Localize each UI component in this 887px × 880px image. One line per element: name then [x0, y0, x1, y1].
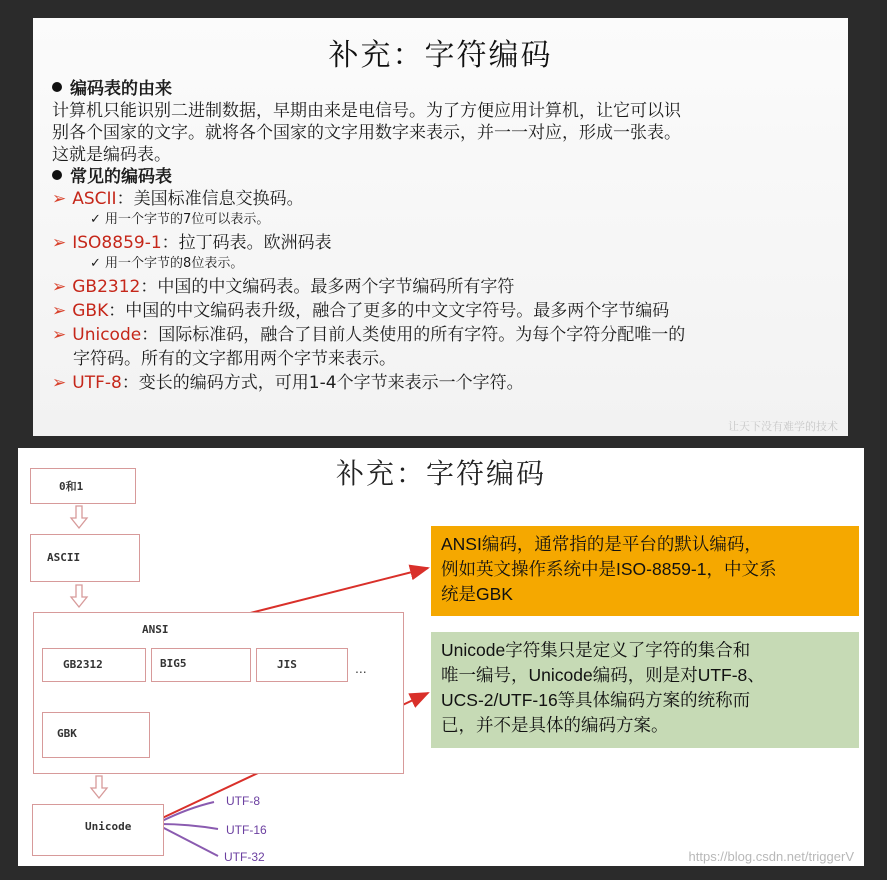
encoding-term: GB2312 [72, 277, 141, 297]
utf32-label: UTF-32 [224, 850, 265, 864]
arrow-bullet-icon: ➢ [52, 373, 67, 393]
note-unicode-line: 唯一编号，Unicode编码，则是对UTF-8、 [441, 665, 765, 685]
node-gb2312 [42, 648, 146, 682]
arrow-bullet-icon: ➢ [52, 325, 67, 345]
arrow-bullet-icon: ➢ [52, 277, 67, 297]
node-zero-one-label: 0和1 [59, 480, 84, 493]
node-zero-one [30, 468, 136, 504]
encoding-desc: ：美国标准信息交换码。 [116, 189, 304, 209]
node-unicode-label: Unicode [85, 820, 132, 833]
section-heading-origin-text: 编码表的由来 [70, 79, 172, 99]
arrow-bullet-icon: ➢ [52, 189, 67, 209]
node-gbk-label: GBK [57, 727, 77, 740]
bullet-dot-icon [52, 82, 62, 92]
note-ansi-line: 例如英文操作系统中是ISO-8859-1，中文系 [441, 559, 777, 579]
watermark-url: https://blog.csdn.net/triggerV [688, 849, 854, 864]
encoding-item-unicode [52, 320, 685, 345]
arrow-bullet-icon: ➢ [52, 301, 67, 321]
node-ascii [30, 534, 140, 582]
note-ansi [431, 526, 859, 616]
encoding-item-gb2312 [52, 272, 514, 297]
encoding-item-gbk [52, 296, 669, 321]
node-ansi-label: ANSI [142, 623, 169, 636]
encoding-subtext: 用一个字节的8位表示。 [105, 256, 244, 271]
encoding-term: GBK [72, 301, 109, 321]
node-gbk [42, 712, 150, 758]
encoding-desc: ：中国的中文编码表升级，融合了更多的中文文字符号。最多两个字节编码 [108, 301, 670, 321]
check-icon: ✓ [90, 212, 101, 227]
utf16-label: UTF-16 [226, 823, 267, 837]
encoding-term: ASCII [72, 189, 117, 209]
node-ellipsis: ... [355, 660, 367, 676]
utf8-branch [160, 802, 214, 822]
slide2-title: 补充：字符编码 [335, 457, 546, 490]
origin-line-3: 这就是编码表。 [52, 145, 171, 165]
encoding-term: UTF-8 [72, 373, 122, 393]
down-arrow-icon [91, 776, 107, 798]
node-unicode [32, 804, 164, 856]
origin-line-2: 别各个国家的文字。就将各个国家的文字用数字来表示，并一一对应，形成一张表。 [52, 123, 681, 143]
encoding-subtext: 用一个字节的7位可以表示。 [105, 212, 270, 227]
note-unicode [431, 632, 859, 748]
node-jis-label: JIS [277, 658, 297, 671]
check-icon: ✓ [90, 256, 101, 271]
node-jis [256, 648, 348, 682]
encoding-desc: ：变长的编码方式，可用1-4个字节来表示一个字符。 [121, 373, 524, 393]
encoding-desc: ：中国的中文编码表。最多两个字节编码所有字符 [140, 277, 515, 297]
watermark-text: 让天下没有难学的技术 [728, 420, 838, 433]
down-arrow-icon [71, 585, 87, 607]
slide1-title: 补充：字符编码 [328, 38, 553, 73]
node-gb2312-label: GB2312 [63, 658, 103, 671]
arrow-bullet-icon: ➢ [52, 233, 67, 253]
encoding-term: ISO8859-1 [72, 233, 162, 253]
origin-line-1: 计算机只能识别二进制数据，早期由来是电信号。为了方便应用计算机，让它可以识 [52, 101, 681, 121]
note-ansi-line: 统是GBK [441, 584, 513, 604]
encoding-item-iso8859 [52, 228, 332, 253]
utf16-branch [160, 824, 218, 829]
encoding-subitem-ascii [90, 208, 269, 227]
note-unicode-line: 已，并不是具体的编码方案。 [441, 715, 669, 735]
slide-encoding-diagram [18, 448, 864, 866]
bullet-dot-icon [52, 170, 62, 180]
encoding-subitem-iso8859 [90, 252, 243, 271]
utf32-branch [160, 826, 218, 856]
encoding-item-ascii [52, 184, 304, 209]
down-arrow-icon [71, 506, 87, 528]
node-big5 [151, 648, 251, 682]
note-unicode-line: UCS-2/UTF-16等具体编码方案的统称而 [441, 690, 751, 710]
encoding-desc: ：拉丁码表。欧洲码表 [161, 233, 332, 253]
slide-encoding-text [33, 18, 848, 436]
note-unicode-line: Unicode字符集只是定义了字符的集合和 [441, 640, 751, 660]
section-heading-common-text: 常见的编码表 [70, 167, 172, 187]
encoding-item-unicode-cont: 字符码。所有的文字都用两个字节来表示。 [73, 349, 396, 369]
encoding-desc: ：国际标准码，融合了目前人类使用的所有字符。为每个字符分配唯一的 [141, 325, 686, 345]
encoding-term: Unicode [72, 325, 142, 345]
node-ascii-label: ASCII [47, 551, 81, 564]
note-ansi-line: ANSI编码，通常指的是平台的默认编码， [441, 534, 762, 554]
node-big5-label: BIG5 [160, 657, 187, 670]
encoding-item-utf8 [52, 368, 524, 393]
utf8-label: UTF-8 [226, 794, 260, 808]
